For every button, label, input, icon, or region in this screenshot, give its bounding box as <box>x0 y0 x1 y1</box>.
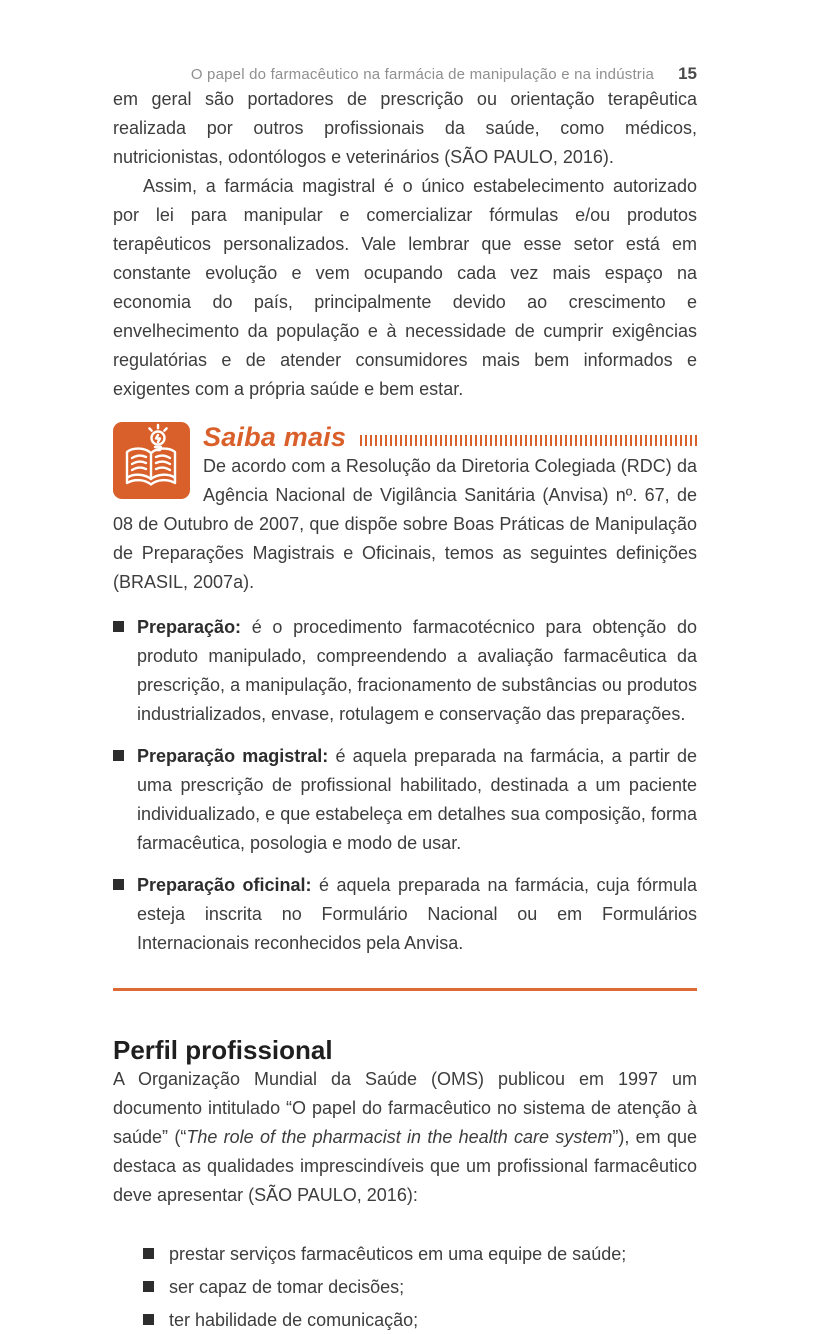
qualities-list <box>143 1240 697 1334</box>
definition-term: Preparação magistral: <box>137 746 329 766</box>
section-heading: Perfil profissional <box>113 1035 333 1065</box>
quality-item <box>143 1240 697 1268</box>
square-bullet-icon <box>143 1281 154 1292</box>
section-paragraph <box>113 1065 697 1210</box>
saiba-mais-header <box>203 420 697 452</box>
page-number: 15 <box>678 64 697 83</box>
running-header-title: O papel do farmacêutico na farmácia de manipulação e na indústria <box>190 66 655 83</box>
italic-citation: The role of the pharmacist in the health care system <box>186 1127 613 1147</box>
paragraph: em geral são portadores de prescrição ou orientação terapêutica realizada por outros profissionais da saúde, como médicos, nutricionistas, odontólogos e veterinários (SÃO PAULO, 2016). <box>113 89 697 167</box>
section-paragraph-start: A Organização Mundial da Saúde (OMS) publicou em 1997 um documento intitulado “O papel do farmacêutico no sistema de atenção à saúde” (“ <box>113 1069 697 1147</box>
square-bullet-icon <box>113 621 124 632</box>
definition-item <box>113 613 697 729</box>
running-header <box>113 64 697 85</box>
section-divider <box>113 988 697 991</box>
quality-text: ser capaz de tomar decisões; <box>169 1277 405 1297</box>
tick-rule-decoration <box>360 435 697 446</box>
definition-item <box>113 742 697 858</box>
body-text <box>113 85 697 1334</box>
quality-item <box>143 1273 697 1301</box>
paragraph: Assim, a farmácia magistral é o único estabelecimento autorizado por lei para manipular e comercializar fórmulas e/ou produtos terapêuticos personalizados. Vale lembrar que esse setor está em constante evolução e vem ocupando cada vez mais espaço na economia do país, principalmente devido ao crescimento e envelhecimento da população e à necessidade de cumprir exigências regulatórias e de atender consumidores mais bem informados e exigentes com a própria saúde e bem estar. <box>113 176 697 399</box>
quality-text: prestar serviços farmacêuticos em uma equipe de saúde; <box>169 1244 627 1264</box>
square-bullet-icon <box>113 879 124 890</box>
section-paragraph-end: ”), em que destaca as qualidades imprescindíveis que um profissional farmacêutico deve apresentar (SÃO PAULO, 2016): <box>113 1127 698 1205</box>
definition-list <box>113 613 697 958</box>
quality-text: ter habilidade de comunicação; <box>169 1310 419 1330</box>
definition-item <box>113 871 697 958</box>
definition-text <box>137 742 697 858</box>
square-bullet-icon <box>143 1314 154 1325</box>
definition-description: é o procedimento farmacotécnico para obtenção do produto manipulado, compreendendo a avaliação farmacêutica da prescrição, a manipulação, fracionamento de substâncias ou produtos industrializados, envase, rotulagem e conservação das preparações. <box>137 617 697 724</box>
definition-description: é aquela preparada na farmácia, cuja fórmula esteja inscrita no Formulário Nacional ou em Formulários Internacionais reconhecidos pela Anvisa. <box>137 875 697 953</box>
open-book-lightbulb-icon <box>113 422 190 499</box>
definition-text <box>137 871 697 958</box>
definition-term: Preparação: <box>137 617 242 637</box>
quality-item <box>143 1306 697 1334</box>
square-bullet-icon <box>113 750 124 761</box>
definition-text <box>137 613 697 729</box>
saiba-mais-box <box>113 420 697 991</box>
saiba-mais-title: Saiba mais <box>203 422 347 452</box>
saiba-mais-intro: De acordo com a Resolução da Diretoria Colegiada (RDC) da Agência Nacional de Vigilância Sanitária (Anvisa) nº. 67, de 08 de Outubro de 2007, que dispõe sobre Boas Práticas de Manipulação de Preparações Magistrais e Oficinais, temos as seguintes definições (BRASIL, 2007a). <box>113 456 697 592</box>
definition-description: é aquela preparada na farmácia, a partir de uma prescrição de profissional habilitado, destinada a um paciente individualizado, e que estabeleça em detalhes sua composição, forma farmacêutica, posologia e modo de usar. <box>137 746 697 853</box>
square-bullet-icon <box>143 1248 154 1259</box>
definition-term: Preparação oficinal: <box>137 875 312 895</box>
